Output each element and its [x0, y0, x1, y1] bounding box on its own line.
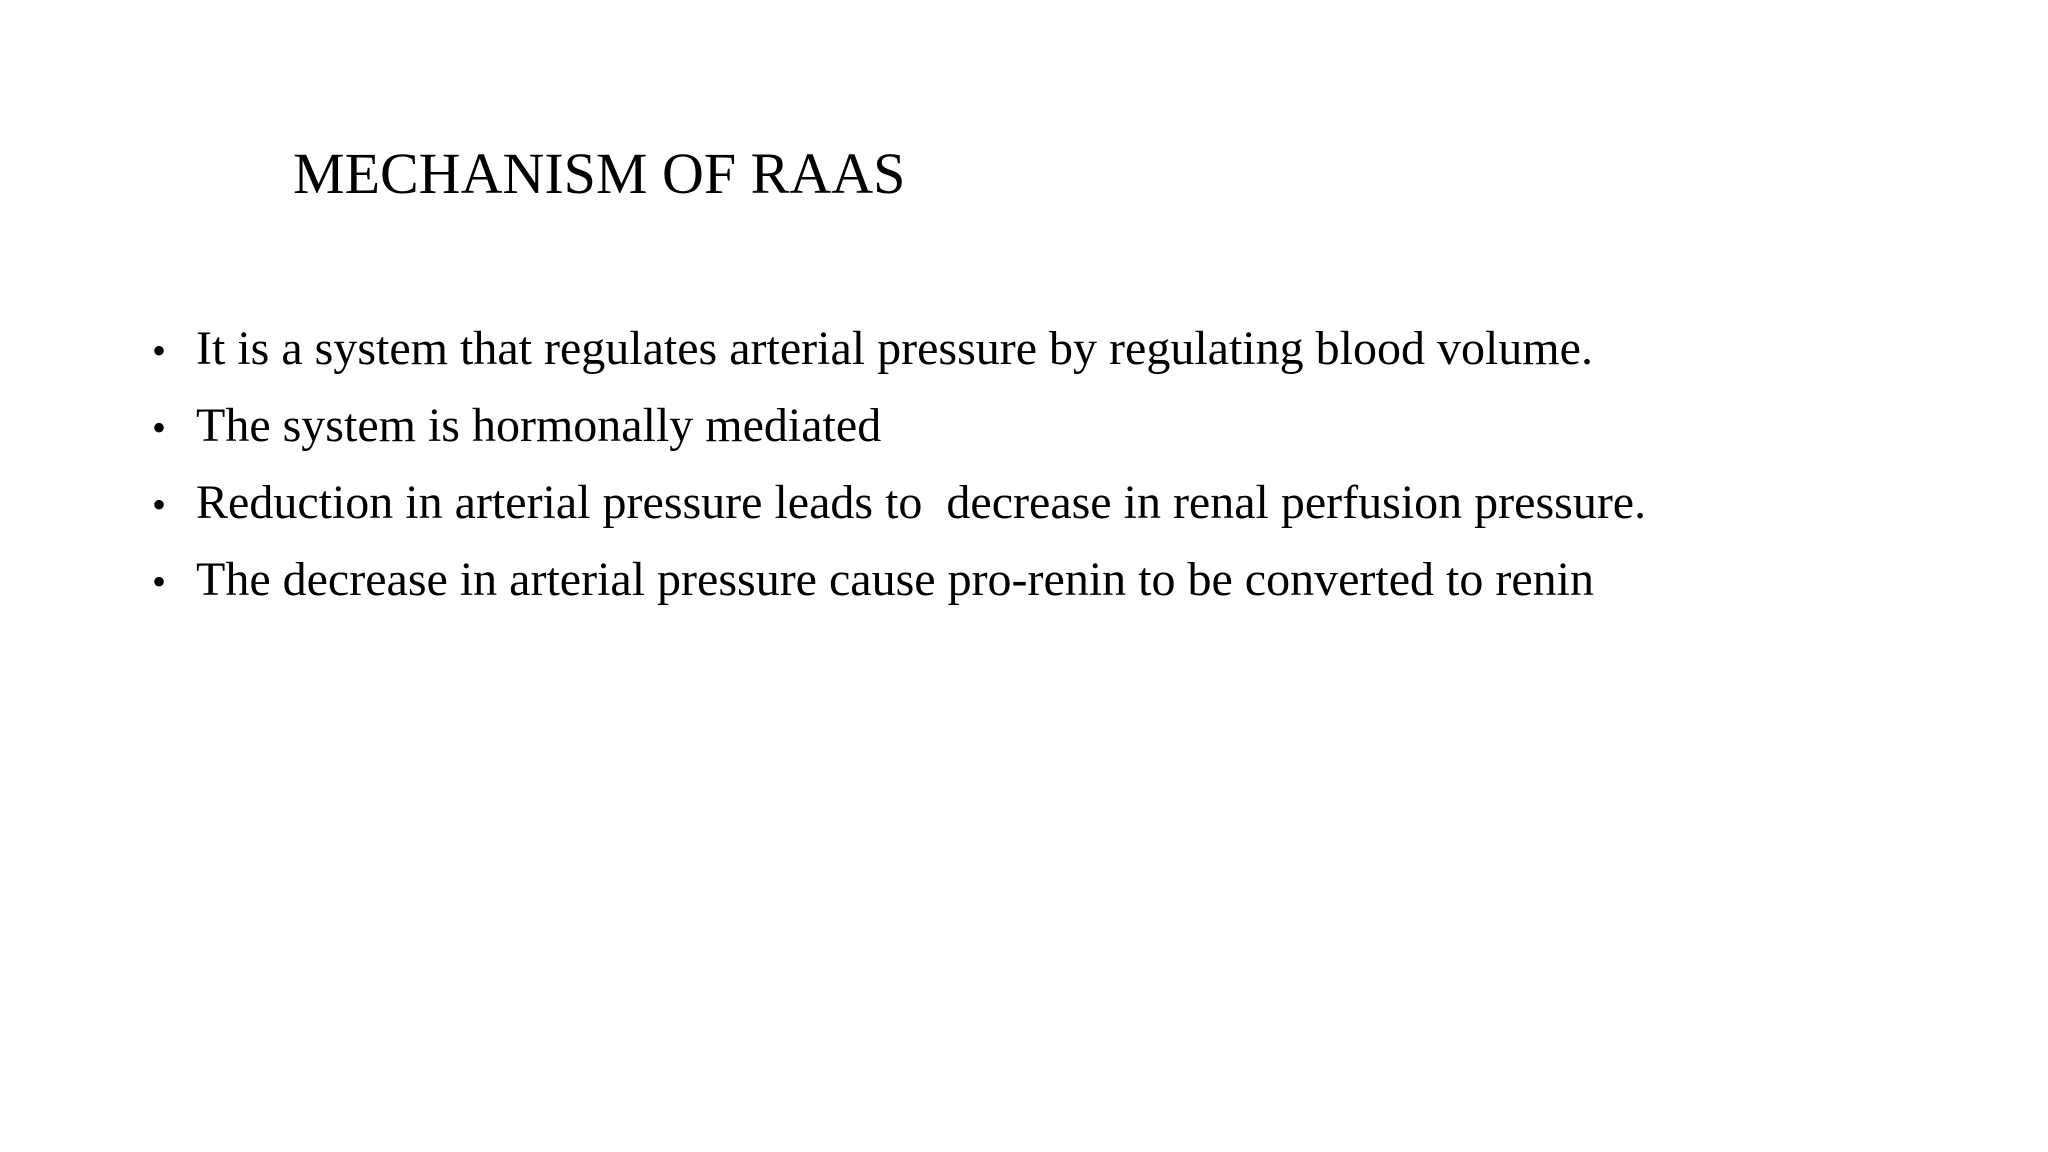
- bullet-item: [152, 541, 1646, 618]
- bullet-icon: •: [152, 482, 167, 527]
- bullet-list: [152, 310, 1646, 618]
- bullet-text: The decrease in arterial pressure cause pro-renin to be converted to renin: [196, 553, 1594, 606]
- bullet-text: It is a system that regulates arterial pressure by regulating blood volume.: [196, 322, 1593, 375]
- slide-title: MECHANISM OF RAAS: [293, 141, 906, 206]
- bullet-text: The system is hormonally mediated: [196, 399, 882, 452]
- bullet-item: [152, 310, 1646, 387]
- bullet-item: [152, 387, 1646, 464]
- bullet-text: Reduction in arterial pressure leads to decrease in renal perfusion pressure.: [196, 476, 1647, 529]
- bullet-icon: •: [152, 405, 167, 450]
- bullet-icon: •: [152, 328, 167, 373]
- bullet-item: [152, 464, 1646, 541]
- bullet-icon: •: [152, 559, 167, 604]
